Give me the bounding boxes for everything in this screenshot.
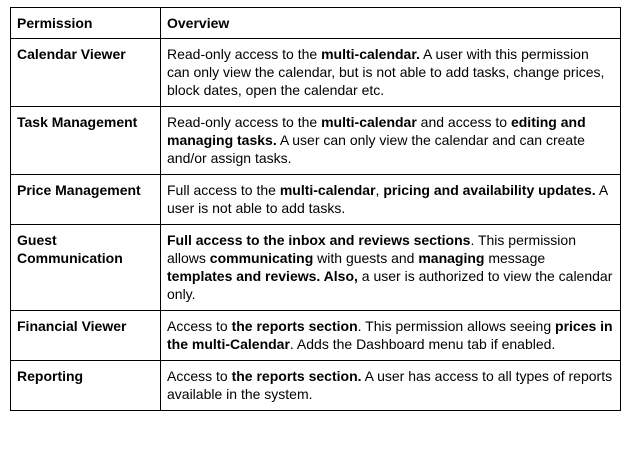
table-body bbox=[11, 39, 621, 411]
permission-name: Reporting bbox=[11, 361, 161, 411]
overview-bold-text: multi-calendar bbox=[321, 114, 417, 130]
table-row bbox=[11, 175, 621, 225]
overview-text: Access to bbox=[167, 318, 232, 334]
overview-text: A user can only view the calendar and can create and/or assign tasks. bbox=[167, 132, 585, 166]
overview-bold-text: the reports section bbox=[231, 318, 358, 334]
table-header-row bbox=[11, 8, 621, 39]
table-row bbox=[11, 225, 621, 311]
overview-text: with guests and bbox=[313, 250, 419, 266]
overview-bold-text: multi-calendar bbox=[279, 182, 376, 198]
overview-bold-text: prices in the multi-Calendar bbox=[167, 318, 613, 352]
permission-name: Calendar Viewer bbox=[11, 39, 161, 107]
overview-text: a user is authorized to view the calendar only. bbox=[167, 268, 613, 302]
overview-text: Access to bbox=[167, 368, 232, 384]
overview-bold-text: managing bbox=[418, 250, 485, 266]
permission-name: Price Management bbox=[11, 175, 161, 225]
permission-name: Financial Viewer bbox=[11, 311, 161, 361]
permissions-table bbox=[10, 7, 621, 411]
overview-text: . This permission allows bbox=[167, 232, 576, 266]
overview-bold-text: communicating bbox=[209, 250, 314, 266]
permission-overview bbox=[161, 107, 621, 175]
overview-text: A user has access to all types of reports available in the system. bbox=[167, 368, 613, 402]
overview-text: Read-only access to the bbox=[167, 114, 322, 130]
overview-text: and access to bbox=[416, 114, 511, 130]
overview-text: message bbox=[484, 250, 546, 266]
overview-bold-text: the reports section. bbox=[231, 368, 362, 384]
table-row bbox=[11, 107, 621, 175]
overview-text: Full access to the bbox=[167, 182, 280, 198]
permission-name: Task Management bbox=[11, 107, 161, 175]
permission-overview bbox=[161, 311, 621, 361]
permission-overview bbox=[161, 225, 621, 311]
overview-column-header: Overview bbox=[161, 8, 621, 39]
overview-text: , bbox=[375, 182, 384, 198]
overview-text: A user is not able to add tasks. bbox=[167, 182, 608, 216]
table-row bbox=[11, 361, 621, 411]
overview-text: . Adds the Dashboard menu tab if enabled. bbox=[289, 336, 556, 352]
overview-text: Read-only access to the bbox=[167, 46, 322, 62]
permission-overview bbox=[161, 39, 621, 107]
permission-overview bbox=[161, 175, 621, 225]
overview-text: . This permission allows seeing bbox=[357, 318, 556, 334]
table-row bbox=[11, 39, 621, 107]
overview-text: A user with this permission can only view the calendar, but is not able to add tasks, change prices, block dates, open the calendar etc. bbox=[167, 46, 605, 98]
overview-bold-text: Full access to the inbox and reviews sections bbox=[167, 232, 471, 248]
table-row bbox=[11, 311, 621, 361]
overview-bold-text: pricing and availability updates. bbox=[383, 182, 596, 198]
permission-column-header: Permission bbox=[11, 8, 161, 39]
overview-bold-text: editing and managing tasks. bbox=[167, 114, 586, 148]
permission-name: Guest Communication bbox=[11, 225, 161, 311]
permission-overview bbox=[161, 361, 621, 411]
overview-bold-text: multi-calendar. bbox=[321, 46, 420, 62]
overview-bold-text: templates and reviews. Also, bbox=[167, 268, 358, 284]
